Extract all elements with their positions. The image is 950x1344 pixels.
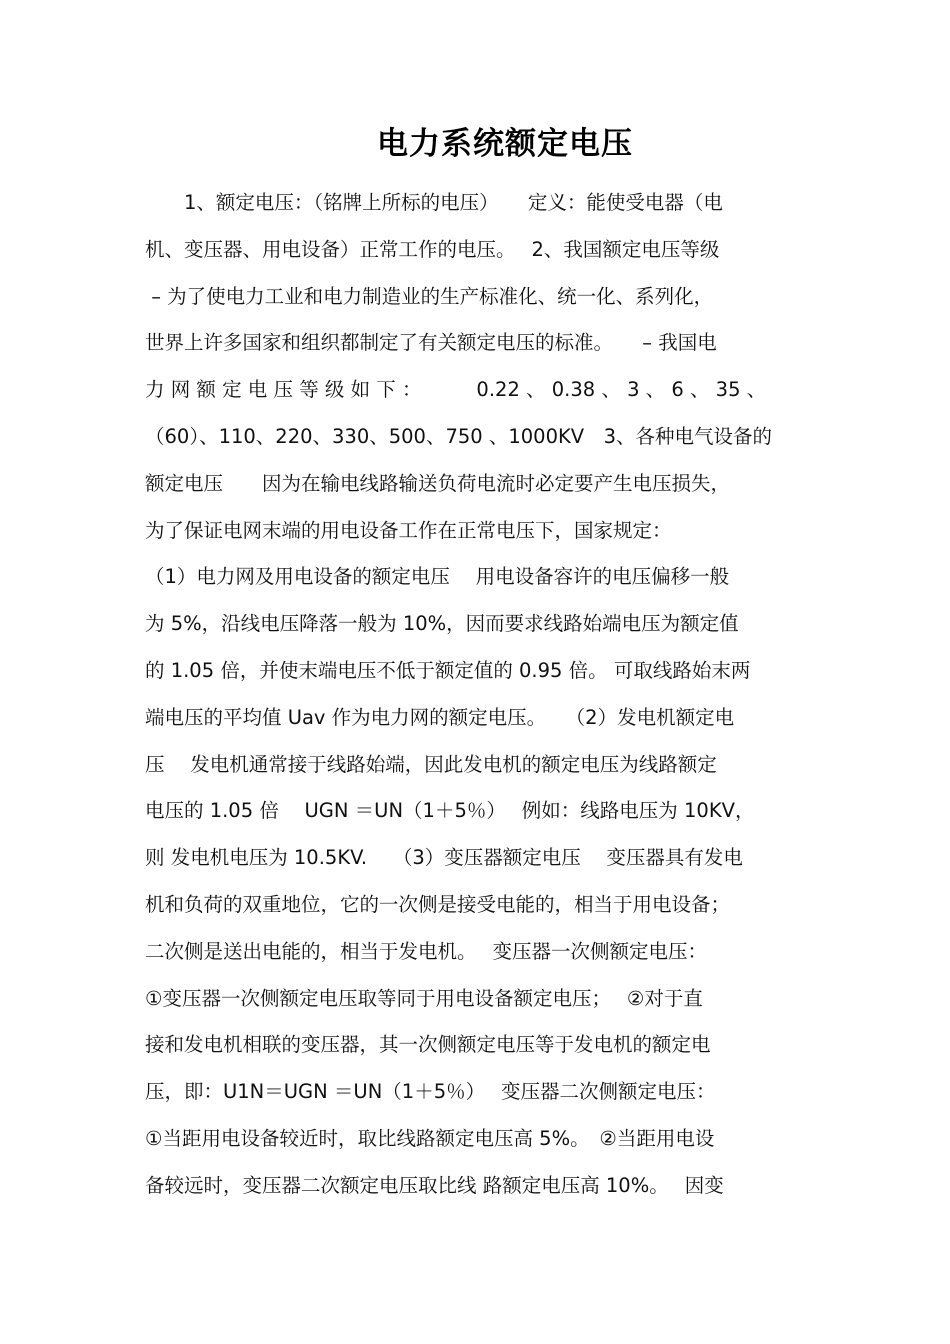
text-line: （1）电力网及用电设备的额定电压 用电设备容许的电压偏移一般 [145, 565, 730, 589]
text-line: 额定电压 因为在输电线路输送负荷电流时必定要产生电压损失， [145, 471, 731, 495]
text-line: – 为了使电力工业和电力制造业的生产标准化、统一化、系列化， [145, 284, 714, 308]
text-line: 力 网 额 定 电 压 等 级 如 下 ： 0.22 、 0.38 、 3 、 6 、 35 、 [145, 378, 767, 402]
text-line: ①变压器一次侧额定电压取等同于用电设备额定电压； ②对于直 [145, 986, 703, 1010]
text-line: ①当距用电设备较近时，取比线路额定电压高 5%。 ②当距用电设 [145, 1126, 715, 1150]
text-line: 世界上许多国家和组织都制定了有关额定电压的标准。 – 我国电 [145, 331, 717, 355]
text-line: 为 5%，沿线电压降落一般为 10%，因而要求线路始端电压为额定值 [145, 612, 739, 636]
text-line: 端电压的平均值 Uav 作为电力网的额定电压。 （2）发电机额定电 [145, 705, 735, 729]
text-line: 接和发电机相联的变压器，其一次侧额定电压等于发电机的额定电 [145, 1033, 711, 1057]
text-line: 备较远时，变压器二次额定电压取比线 路额定电压高 10%。 因变 [145, 1173, 724, 1197]
text-line: 压 发电机通常接于线路始端，因此发电机的额定电压为线路额定 [145, 752, 717, 776]
text-line: 二次侧是送出电能的，相当于发电机。 变压器一次侧额定电压： [145, 939, 707, 963]
page-title: 电力系统额定电压 [377, 126, 633, 162]
text-line: 为了保证电网末端的用电设备工作在正常电压下，国家规定： [145, 518, 672, 542]
text-line: 机、变压器、用电设备）正常工作的电压。 2、我国额定电压等级 [145, 237, 720, 261]
text-line: 则 发电机电压为 10.5KV. （3）变压器额定电压 变压器具有发电 [145, 846, 743, 870]
text-line: 的 1.05 倍，并使末端电压不低于额定值的 0.95 倍。 可取线路始末两 [145, 658, 751, 682]
text-line: 电压的 1.05 倍 UGN ＝UN（1＋5％） 例如：线路电压为 10KV， [145, 799, 755, 823]
text-line: 机和负荷的双重地位，它的一次侧是接受电能的，相当于用电设备； [145, 892, 731, 916]
text-line: 压，即：U1N＝UGN ＝UN（1＋5％） 变压器二次侧额定电压： [145, 1080, 716, 1104]
text-line: 1、额定电压：（铭牌上所标的电压） 定义：能使受电器（电 [145, 191, 723, 214]
text-line: （60）、110、220、330、500、750 、1000KV 3、各种电气设备的 [145, 424, 773, 448]
body-paragraph [145, 180, 835, 1210]
